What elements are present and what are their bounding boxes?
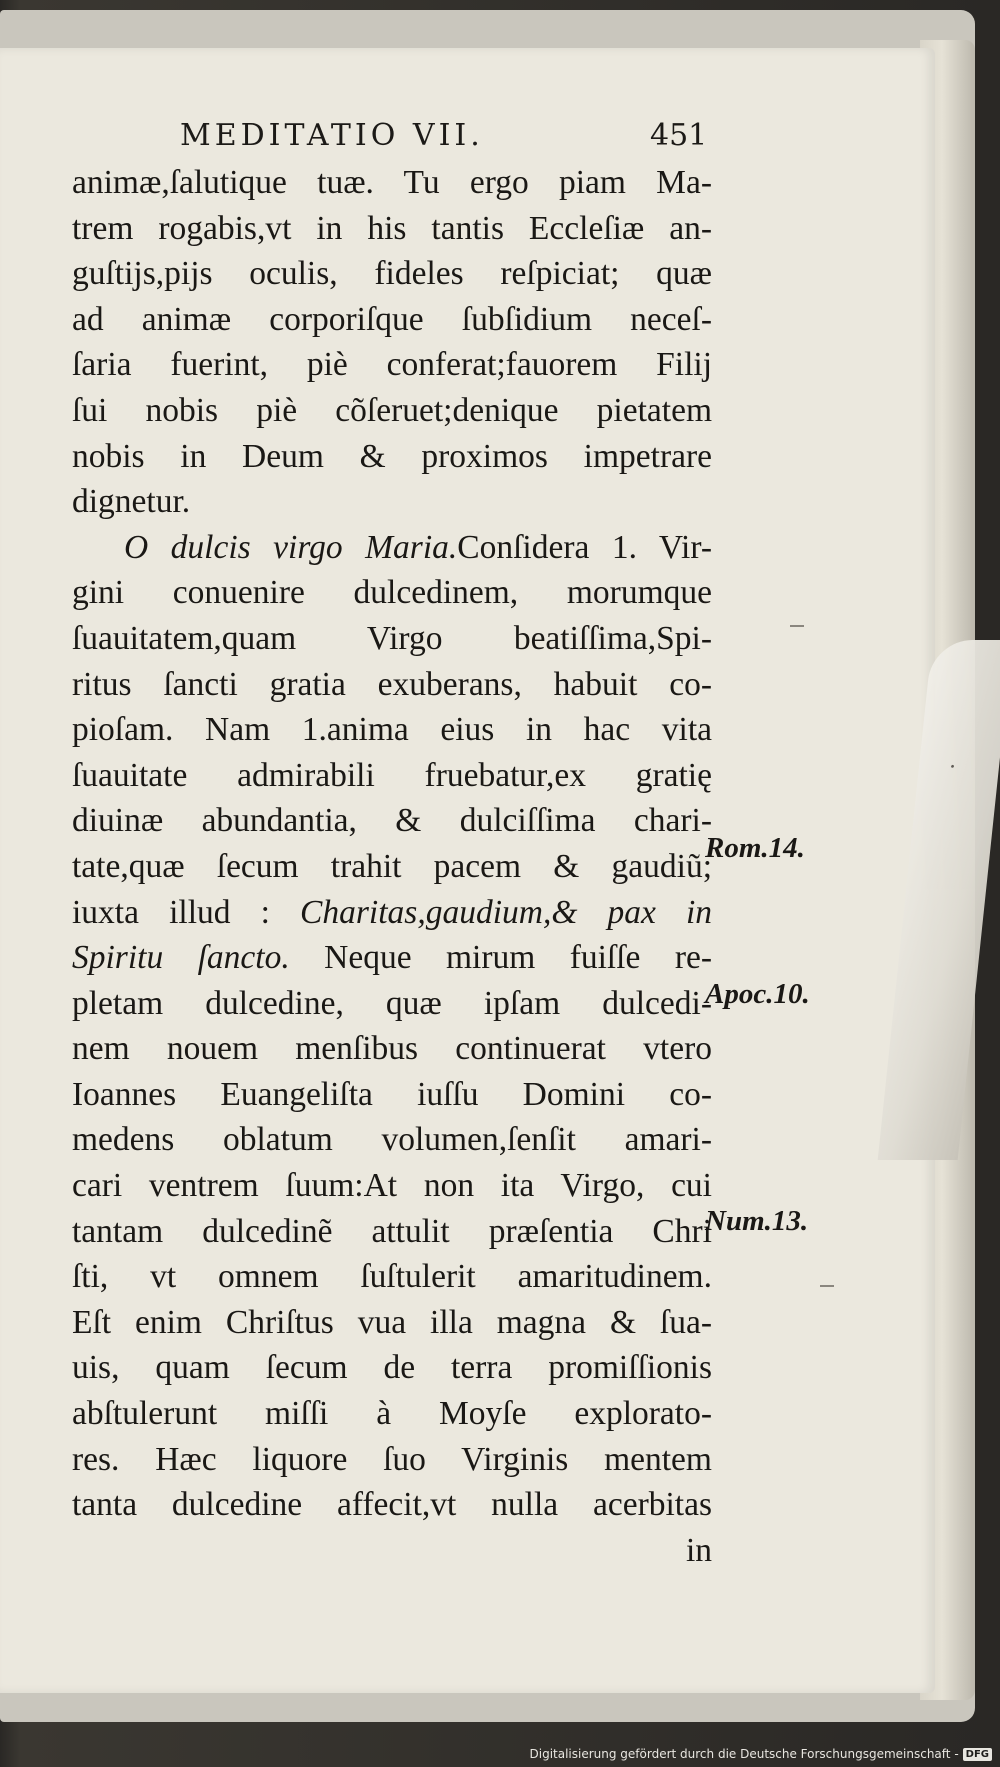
text-line: tantam dulcedinẽ attulit præſentia Chri xyxy=(72,1212,712,1250)
lead-rest: Conſidera 1. Vir- xyxy=(457,528,712,566)
text-line: medens oblatum volumen,ſenſit amari- xyxy=(72,1121,712,1159)
text-line: diuinæ abundantia, & dulciſſima chari- xyxy=(72,802,712,840)
text-line: dignetur. xyxy=(72,483,191,521)
catchword: in xyxy=(685,1531,712,1569)
paragraph-lead-line xyxy=(72,525,712,571)
text-line: animæ,ſalutique tuæ. Tu ergo piam Ma- xyxy=(72,164,712,201)
text-line: abſtulerunt miſſi à Moyſe explorato- xyxy=(72,1395,712,1433)
quote-italic-2: Spiritu ſancto. xyxy=(72,939,290,977)
text-line: ad animæ corporiſque ſubſidium neceſ- xyxy=(72,300,712,338)
leaf-mark-icon: · xyxy=(947,755,958,780)
lead-italic: O dulcis virgo Maria. xyxy=(124,528,458,566)
margin-dash xyxy=(820,1285,834,1287)
margin-note-rom: Rom.14. xyxy=(705,832,805,864)
margin-dash xyxy=(790,625,804,627)
running-head-title: MEDITATIO VII. xyxy=(180,118,484,153)
dfg-logo-icon: DFG xyxy=(963,1748,992,1761)
margin-note-apoc: Apoc.10. xyxy=(705,978,810,1010)
text-line: Ioannes Euangeliſta iuſſu Domini co- xyxy=(72,1075,712,1113)
text-line: ſti, vt omnem ſuſtulerit amaritudinem. xyxy=(72,1258,712,1296)
text-line: ritus ſancti gratia exuberans, habuit co- xyxy=(72,665,712,703)
text-line: pletam dulcedine, quæ ipſam dulcedi- xyxy=(72,984,712,1022)
quote-line-2 xyxy=(72,935,712,981)
text-line: nobis in Deum & proximos impetrare xyxy=(72,437,712,475)
text-line: cari ventrem ſuum:At non ita Virgo, cui xyxy=(72,1167,712,1205)
quote-prefix: iuxta illud : xyxy=(72,893,270,931)
credit-text: Digitalisierung gefördert durch die Deutsche Forschungsgemeinschaft - xyxy=(529,1747,959,1761)
digitization-credit xyxy=(530,1747,993,1761)
text-line: gini conuenire dulcedinem, morumque xyxy=(72,574,712,612)
text-line: Eſt enim Chriſtus vua illa magna & ſua- xyxy=(72,1303,712,1341)
text-line: tate,quæ ſecum trahit pacem & gaudiũ; xyxy=(72,847,712,885)
text-line: trem rogabis,vt in his tantis Eccleſiæ an- xyxy=(72,209,712,247)
text-line: uis, quam ſecum de terra promiſſionis xyxy=(72,1349,712,1387)
text-line: res. Hæc liquore ſuo Virginis mentem xyxy=(72,1440,712,1478)
body-text xyxy=(72,160,712,1573)
margin-note-num: Num.13. xyxy=(705,1205,809,1237)
quote-line xyxy=(72,890,712,936)
text-line: ſaria fuerint, piè conferat;fauorem Filij xyxy=(72,346,712,384)
page-number: 451 xyxy=(650,118,708,153)
text-line: tanta dulcedine affecit,vt nulla acerbitas xyxy=(72,1486,712,1524)
text-line: ſuauitatem,quam Virgo beatiſſima,Spi- xyxy=(72,619,712,657)
quote-italic: Charitas,gaudium,& pax in xyxy=(300,893,712,931)
text-line: nem nouem menſibus continuerat vtero xyxy=(72,1030,712,1068)
text-line: ſui nobis piè cõſeruet;denique pietatem xyxy=(72,391,712,429)
text-line: guſtijs,pijs oculis, fideles reſpiciat; quæ xyxy=(72,255,712,293)
quote-rest: Neque mirum fuiſſe re- xyxy=(324,939,712,977)
text-line: ſuauitate admirabili fruebatur,ex gratię xyxy=(72,756,712,794)
text-line: pioſam. Nam 1.anima eius in hac vita xyxy=(72,711,712,749)
